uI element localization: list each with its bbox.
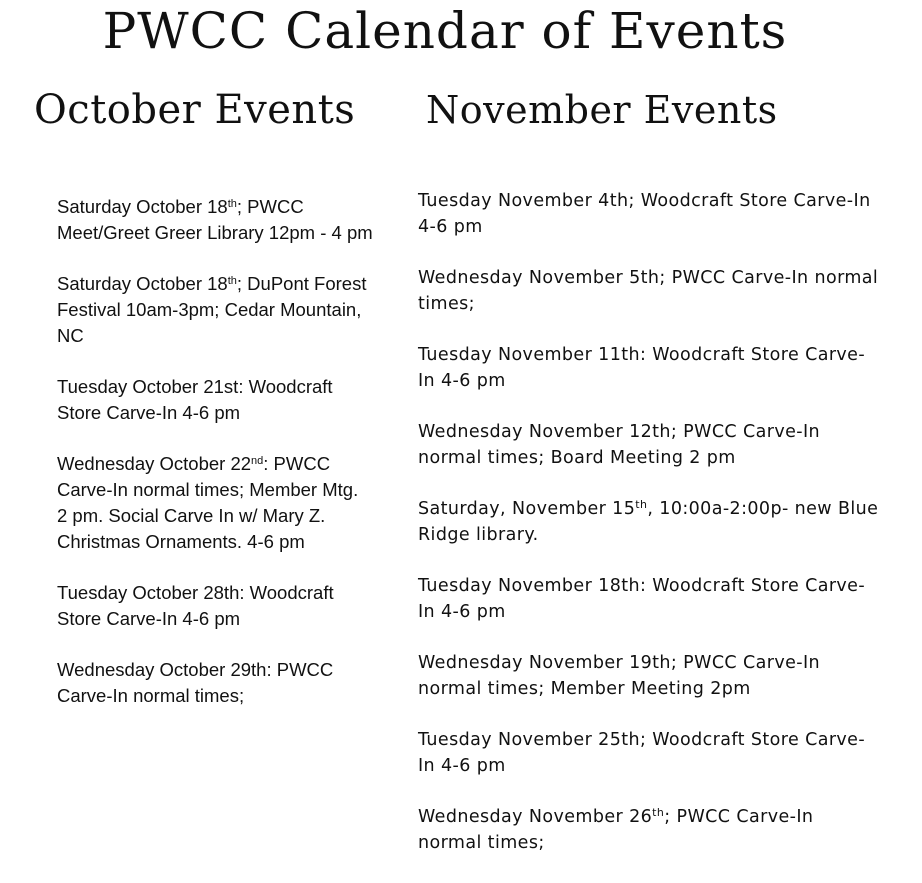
november-event: Wednesday November 26th; PWCC Carve-In normal times; xyxy=(418,806,814,853)
october-event: Tuesday October 28th: Woodcraft Store Carve-In 4-6 pm xyxy=(57,582,334,629)
page-title: PWCC Calendar of Events xyxy=(102,2,788,60)
november-event-list xyxy=(418,188,880,881)
november-event: Tuesday November 11th: Woodcraft Store Carve-In 4-6 pm xyxy=(418,345,866,391)
november-event: Wednesday November 5th; PWCC Carve-In normal times; xyxy=(418,268,879,314)
november-event: Tuesday November 25th; Woodcraft Store Carve-In 4-6 pm xyxy=(418,730,866,776)
november-heading: November Events xyxy=(426,88,778,132)
november-event: Tuesday November 4th; Woodcraft Store Carve-In 4-6 pm xyxy=(418,191,871,237)
october-heading: October Events xyxy=(34,87,356,133)
november-event: Saturday, November 15th, 10:00a-2:00p- new Blue Ridge library. xyxy=(418,498,879,545)
november-event: Wednesday November 12th; PWCC Carve-In normal times; Board Meeting 2 pm xyxy=(418,422,821,468)
october-event: Wednesday October 22nd: PWCC Carve-In normal times; Member Mtg. 2 pm. Social Carve In w/ Mary Z. Christmas Ornaments. 4-6 pm xyxy=(57,453,359,552)
october-event-list xyxy=(57,194,373,734)
october-event: Saturday October 18th; PWCC Meet/Greet Greer Library 12pm - 4 pm xyxy=(57,196,373,243)
october-event: Tuesday October 21st: Woodcraft Store Carve-In 4-6 pm xyxy=(57,376,333,423)
november-event: Tuesday November 18th: Woodcraft Store Carve-In 4-6 pm xyxy=(418,576,866,622)
november-event: Wednesday November 19th; PWCC Carve-In normal times; Member Meeting 2pm xyxy=(418,653,821,699)
october-event: Wednesday October 29th: PWCC Carve-In normal times; xyxy=(57,659,334,706)
october-event: Saturday October 18th; DuPont Forest Festival 10am-3pm; Cedar Mountain, NC xyxy=(57,273,367,346)
